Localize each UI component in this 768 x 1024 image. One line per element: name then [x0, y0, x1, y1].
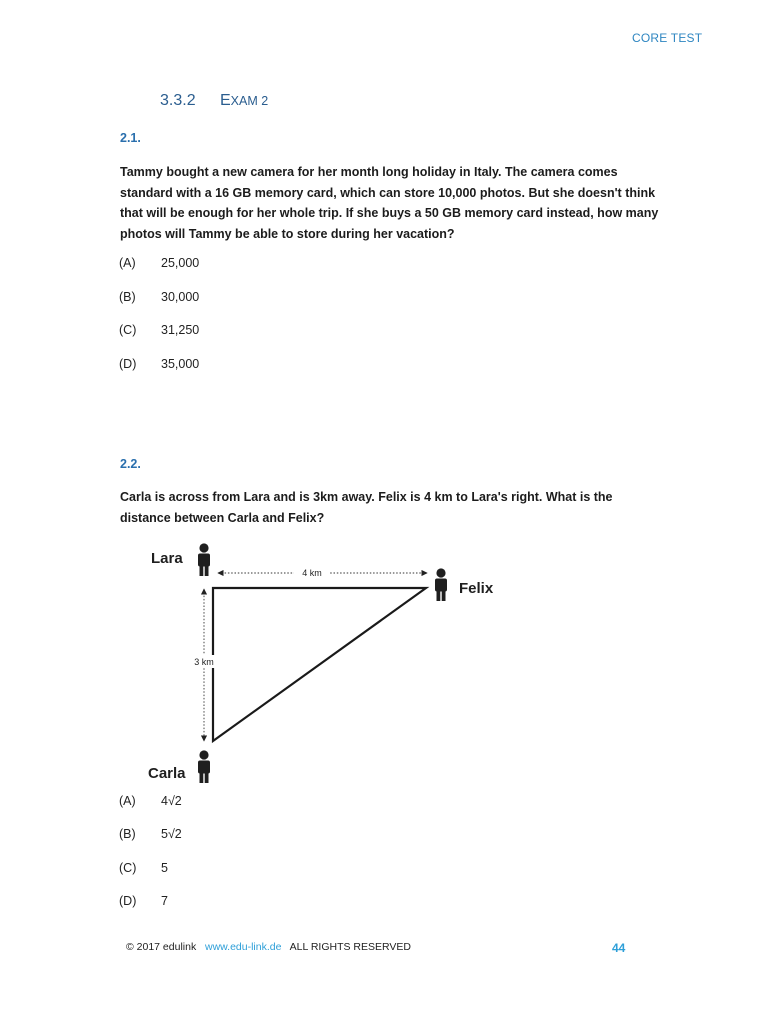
option-label: (D): [119, 357, 137, 371]
lara-person-icon: [198, 543, 210, 576]
option-label: (C): [119, 323, 137, 337]
option-value: 31,250: [161, 323, 200, 337]
question-text-2-1: Tammy bought a new camera for her month long holiday in Italy. The camera comes standard with a 16 GB memory card, which can store 10,000 photos. But she doesn't think that will be enough for her whole trip. If she buys a 50 GB memory card instead, how many photos will Tammy be able to store during her vacation?: [120, 165, 659, 241]
footer: [126, 941, 411, 953]
page-number: 44: [612, 941, 626, 955]
footer-copyright: © 2017 edulink: [126, 941, 197, 953]
option-2-2-c: [119, 861, 168, 875]
option-value: 5: [161, 861, 168, 875]
question-text-2-2: Carla is across from Lara and is 3km away. Felix is 4 km to Lara's right. What is the distance between Carla and Felix?: [120, 490, 613, 525]
header-tag: CORE TEST: [632, 31, 703, 45]
option-2-2-d: [119, 894, 168, 908]
question-number-2-2: 2.2.: [120, 457, 141, 471]
option-label: (B): [119, 827, 136, 841]
carla-label: Carla: [148, 765, 186, 782]
option-value: 25,000: [161, 256, 200, 270]
lara-label: Lara: [151, 550, 183, 567]
option-label: (D): [119, 894, 137, 908]
option-label: (C): [119, 861, 137, 875]
option-label: (A): [119, 256, 136, 270]
section-title-initial: E: [220, 92, 231, 109]
triangle: [213, 588, 426, 741]
section-number: 3.3.2: [160, 92, 196, 109]
option-2-2-a: [119, 794, 182, 808]
option-label: (B): [119, 290, 136, 304]
option-value: 4√2: [161, 794, 182, 808]
option-value: 35,000: [161, 357, 200, 371]
footer-rights: ALL RIGHTS RESERVED: [289, 941, 411, 953]
option-value: 7: [161, 894, 168, 908]
footer-link[interactable]: www.edu-link.de: [204, 941, 282, 953]
option-2-2-b: [119, 827, 182, 841]
option-label: (A): [119, 794, 136, 808]
horizontal-distance-label: 4 km: [302, 568, 322, 578]
section-title-rest: XAM 2: [230, 94, 269, 108]
vertical-distance-label: 3 km: [194, 657, 214, 667]
felix-person-icon: [435, 568, 447, 601]
option-value: 30,000: [161, 290, 200, 304]
question-number-2-1: 2.1.: [120, 131, 141, 145]
option-value: 5√2: [161, 827, 182, 841]
felix-label: Felix: [459, 580, 494, 597]
carla-person-icon: [198, 750, 210, 783]
